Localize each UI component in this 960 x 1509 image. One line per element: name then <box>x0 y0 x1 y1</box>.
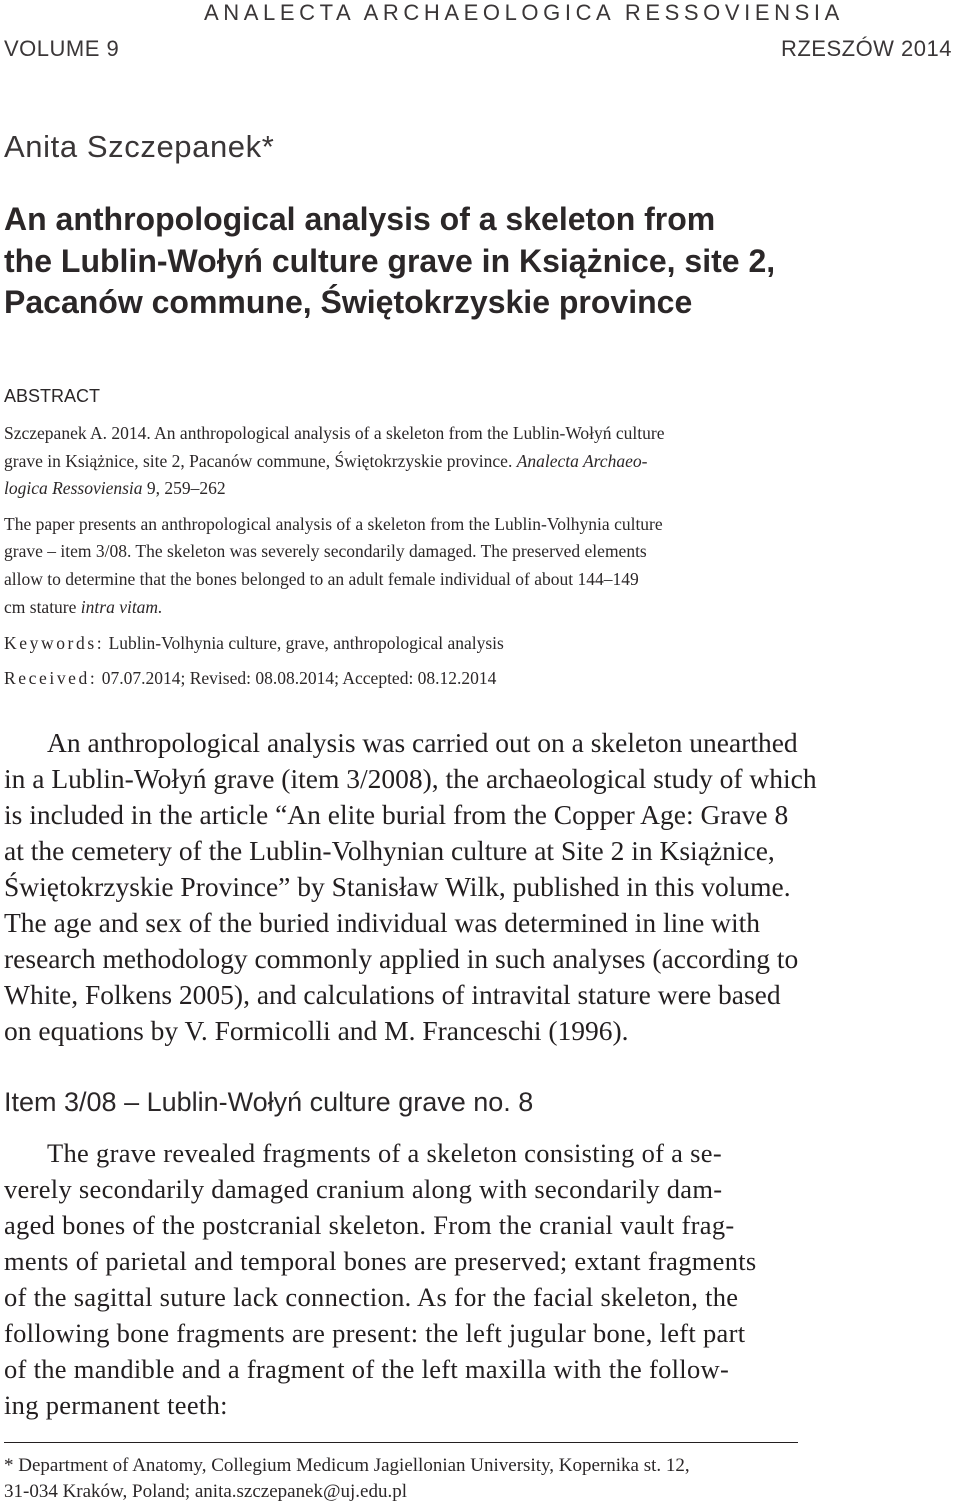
journal-name: ANALECTA ARCHAEOLOGICA RESSOVIENSIA <box>204 0 844 25</box>
footnote-divider <box>4 1442 798 1443</box>
abstract-text-line: allow to determine that the bones belonged to an adult female individual of about 144–149 <box>4 569 639 589</box>
body-line: of the sagittal suture lack connection. As for the facial skeleton, the <box>4 1282 739 1312</box>
section-heading: Item 3/08 – Lublin-Wołyń culture grave no. 8 <box>4 1087 534 1117</box>
dates-value: 07.07.2014; Revised: 08.08.2014; Accepted: 08.12.2014 <box>97 668 497 688</box>
keywords-line <box>4 633 504 654</box>
keywords-label: Keywords: <box>4 633 105 653</box>
volume-number: VOLUME 9 <box>4 36 120 61</box>
body-line: Świętokrzyskie Province” by Stanisław Wilk, published in this volume. <box>4 871 791 902</box>
abstract-text: cm stature <box>4 597 81 617</box>
title-line: Pacanów commune, Świętokrzyskie province <box>4 284 693 320</box>
title-line: the Lublin-Wołyń culture grave in Książnice, site 2, <box>4 243 776 279</box>
citation-text: grave in Książnice, site 2, Pacanów commune, Świętokrzyskie province. <box>4 451 517 471</box>
body-line: at the cemetery of the Lublin-Volhynian culture at Site 2 in Książnice, <box>4 835 775 866</box>
abstract-text-line: The paper presents an anthropological analysis of a skeleton from the Lublin-Volhynia culture <box>4 514 663 534</box>
body-line: An anthropological analysis was carried out on a skeleton unearthed <box>47 727 798 758</box>
dates-line <box>4 668 496 689</box>
citation-line <box>4 451 647 472</box>
footnote-line: 31-034 Kraków, Poland; anita.szczepanek@uj.edu.pl <box>4 1481 408 1502</box>
latin-term-italic: intra vitam. <box>80 597 163 617</box>
abstract-label: ABSTRACT <box>4 386 101 406</box>
body-line: verely secondarily damaged cranium along with secondarily dam- <box>4 1174 723 1204</box>
body-line: in a Lublin-Wołyń grave (item 3/2008), the archaeological study of which <box>4 763 817 794</box>
body-line: of the mandible and a fragment of the left maxilla with the follow- <box>4 1354 730 1384</box>
abstract-text-line <box>4 597 162 618</box>
body-line: following bone fragments are present: the left jugular bone, left part <box>4 1318 746 1348</box>
citation-line: Szczepanek A. 2014. An anthropological analysis of a skeleton from the Lublin-Wołyń culture <box>4 423 665 443</box>
author-name: Anita Szczepanek* <box>4 129 275 164</box>
body-line: aged bones of the postcranial skeleton. From the cranial vault frag- <box>4 1210 735 1240</box>
received-label: Received: <box>4 668 98 688</box>
keywords-value: Lublin-Volhynia culture, grave, anthropological analysis <box>104 633 504 653</box>
body-line: The age and sex of the buried individual was determined in line with <box>4 907 761 938</box>
body-line: research methodology commonly applied in such analyses (according to <box>4 943 799 974</box>
journal-title-italic: logica Ressoviensia <box>4 478 143 498</box>
footnote-line: * Department of Anatomy, Collegium Medicum Jagiellonian University, Kopernika st. 12, <box>4 1455 690 1476</box>
place-year: RZESZÓW 2014 <box>780 36 952 61</box>
body-line: ing permanent teeth: <box>4 1390 228 1420</box>
title-line: An anthropological analysis of a skeleton from <box>4 201 716 237</box>
body-line: is included in the article “An elite burial from the Copper Age: Grave 8 <box>4 799 789 830</box>
citation-line <box>4 478 226 499</box>
citation-text: 9, 259–262 <box>142 478 226 498</box>
body-line: The grave revealed fragments of a skeleton consisting of a se- <box>47 1138 722 1168</box>
body-line: White, Folkens 2005), and calculations of intravital stature were based <box>4 979 781 1010</box>
body-line: on equations by V. Formicolli and M. Franceschi (1996). <box>4 1015 629 1046</box>
abstract-text-line: grave – item 3/08. The skeleton was severely secondarily damaged. The preserved elements <box>4 541 647 561</box>
journal-title-italic: Analecta Archaeo- <box>516 451 648 471</box>
body-line: ments of parietal and temporal bones are preserved; extant fragments <box>4 1246 757 1276</box>
